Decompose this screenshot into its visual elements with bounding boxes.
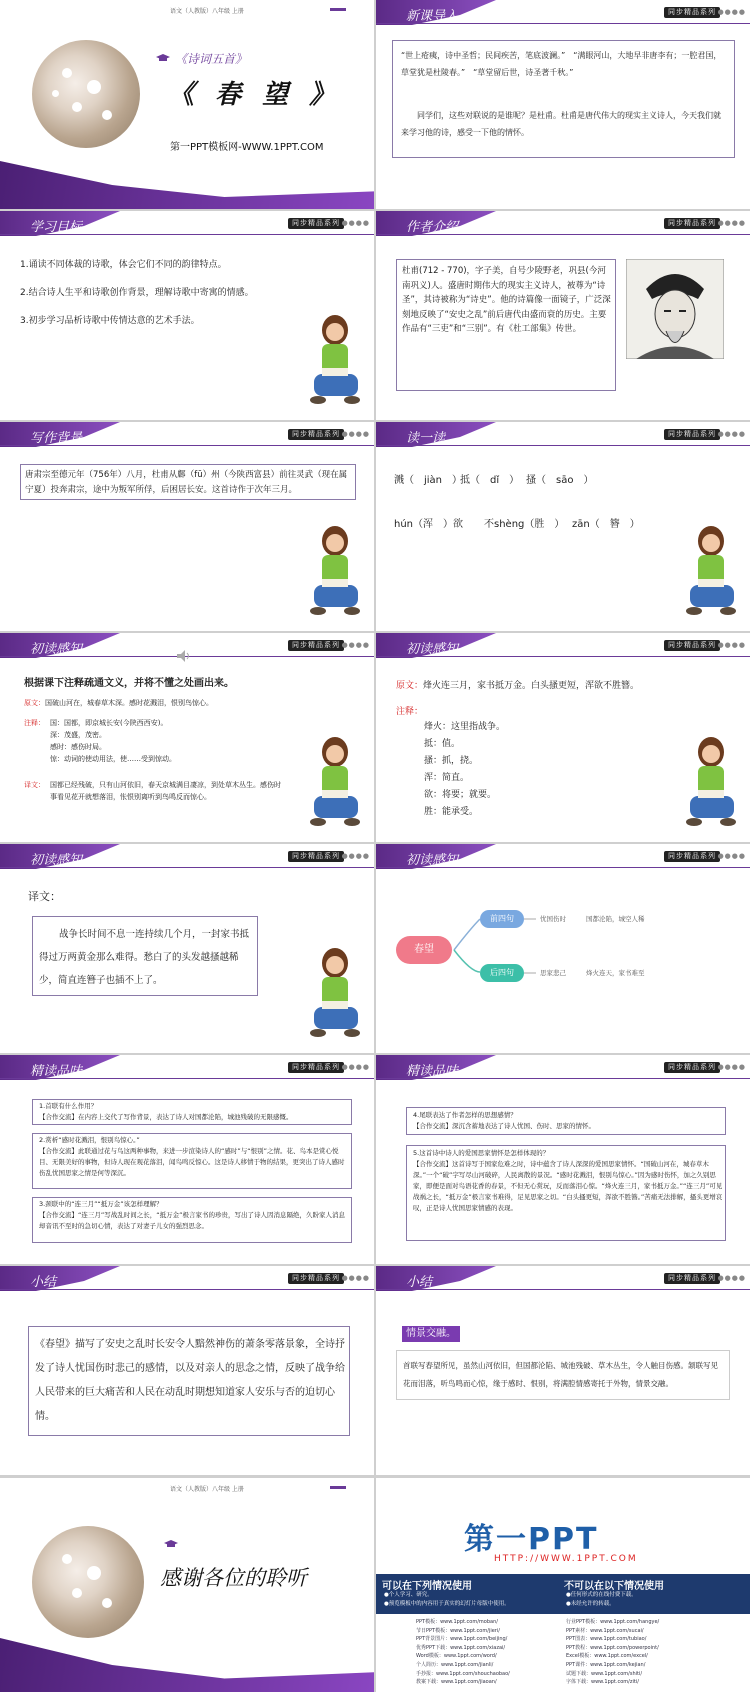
intro-couplets: “世上疮痍，诗中圣哲；民间疾苦，笔底波澜。” “满眼河山，大地早非唐李有；一腔君国，草堂犹是杜陵春。” “草堂留后世，诗圣著千秋。” [401,51,722,77]
slide-title: 新课导入 [406,9,459,24]
nav-dots: ●●●● [717,852,746,860]
nav-dots: ●●●● [341,641,370,649]
label-notes: 注释： [24,719,45,727]
resource-link[interactable]: PPT模板：www.1ppt.com/moban/ [416,1619,498,1625]
slide-cover[interactable] [0,0,374,209]
qa-box-4 [406,1107,726,1135]
slide-title: 作者介绍 [406,220,459,235]
pinyin-item: 搔（ sāo ） [526,475,594,486]
series-badge: 同步精品系列 [664,1062,720,1073]
resource-link[interactable]: 行业PPT模板：www.1ppt.com/hangye/ [566,1619,660,1625]
graduation-cap-icon [156,54,170,62]
background-text: 唐肃宗至德元年（756年）八月，杜甫从鄜（fū）州（今陕西富县）前往灵武（现在属宁夏）投奔肃宗，途中为叛军所俘，后困居长安。这首诗作于次年三月。 [25,470,348,495]
reading-girl-illustration [680,734,742,834]
label-translation: 译文： [28,890,61,903]
slide-reading-1[interactable] [0,633,374,842]
header-course: 语文（人教版）八年级 上册 [170,1486,244,1493]
original-text: 国破山河在，城春草木深。感时花溅泪，恨别鸟惊心。 [45,699,213,707]
label-notes: 注释： [396,707,424,717]
answer-4: 【合作交流】深沉含蓄地表达了诗人忧国、伤时、思家的情怀。 [413,1122,595,1130]
author-box [396,259,616,391]
mindmap-center: 春望 [396,936,452,964]
slide-intro[interactable] [376,0,750,209]
note-item: 欲：将要；就要。 [424,790,497,800]
nav-dots: ●●●● [717,8,746,16]
slide-title: 精读品味 [30,1064,83,1079]
question-1: 1.首联有什么作用？ [39,1102,98,1110]
left-link-list [416,1618,510,1687]
reading-girl-illustration [304,945,366,1045]
slide-analysis-1[interactable] [0,1055,374,1264]
slide-structure[interactable] [376,844,750,1053]
can-list [384,1591,510,1609]
translation-box [32,916,258,996]
label-translation: 译文： [24,781,45,789]
resource-link[interactable]: Word模板：www.1ppt.com/word/ [416,1653,497,1660]
summary-box [28,1326,350,1436]
brand-logo [464,1514,598,1558]
qa-box-5 [406,1145,726,1241]
answer-5: 【合作交流】这首诗写于国家危难之时，诗中蕴含了诗人深深的爱国思家情怀。“国破山河在，城春草木深。”一个“破”字写尽山河破碎，人民离散的景况。“感时花溅泪，恨别鸟惊心。”因为感时伤怀，加之久别思家，即便是面对鸟语花香的春景，不但无心赏玩，反而落泪心惊。“烽火连三月，家书抵万金。”“连三月”可见战祸之长，“抵万金”极言家书难得，足见思家之切。“白头搔更短，浑欲不胜簪。”苦痛无法排解，搔头更增哀叹，正是诗人忧国思家情感的表现。 [413,1160,723,1212]
slide-title: 读一读 [406,431,446,446]
series-badge: 同步精品系列 [664,218,720,229]
reading-girl-illustration [304,734,366,834]
translation-block [24,779,286,803]
brand-url: HTTP://WWW.1PPT.COM [494,1554,638,1564]
can-item: ●预览模板中的内容用于真实的幻灯片母版中使用。 [384,1601,510,1607]
mindmap-branch-2: 后四句 [480,964,524,982]
intro-box [392,40,735,158]
header-accent-bar [330,8,346,11]
poem-original [396,679,639,693]
series-badge: 同步精品系列 [288,640,344,651]
note-item: 搔：抓，挠。 [424,756,479,766]
summary-text: 首联写春望所见，虽然山河依旧，但国都沦陷、城池残破、草木丛生，令人触目伤感。颔联写见花而泪落，听鸟鸣而心惊，缘于感时、恨别，将满腔情感寄托于外物，情景交融。 [403,1361,718,1388]
thanks-title: 感谢各位的聆听 [160,1566,307,1590]
tag-scene-emotion: 情景交融。 [402,1326,460,1342]
summary-box [396,1350,730,1400]
label-original: 原文： [24,699,45,707]
nav-dots: ●●●● [717,1063,746,1071]
background-box [20,464,356,500]
pinyin-item: 溅（ jiàn ） [394,475,463,486]
nav-dots: ●●●● [341,852,370,860]
series-badge: 同步精品系列 [288,218,344,229]
speaker-icon[interactable] [176,649,192,663]
slide-translation[interactable] [0,844,374,1053]
slide-summary-1[interactable] [0,1266,374,1475]
slide-author[interactable] [376,211,750,420]
qa-box-2 [32,1133,352,1189]
slide-title: 学习目标 [30,220,83,235]
series-badge: 同步精品系列 [288,1062,344,1073]
slide-title: 写作背景 [30,431,83,446]
branch-2-detail: 烽火连天，家书难至 [586,969,645,977]
cover-site: 第一PPT模板网-WWW.1PPT.COM [170,142,324,153]
slide-title: 初读感知 [406,853,459,868]
resource-link[interactable]: PPT素材：www.1ppt.com/sucai/ [566,1627,644,1634]
pinyin-item: zān（ 簪 ） [572,519,640,530]
qa-box-3 [32,1197,352,1243]
slide-summary-2[interactable] [376,1266,750,1475]
question-4: 4.尾联表达了作者怎样的思想感情？ [413,1111,517,1119]
header-accent-bar [330,1486,346,1489]
note-item: 惊：动词的使动用法，使……受到惊动。 [50,755,176,763]
note-item: 深：茂盛，茂密。 [50,731,106,739]
goal-item: 3.初步学习品析诗歌中传情达意的艺术手法。 [20,316,200,326]
slide-usage[interactable] [376,1478,750,1692]
cannot-item: ●未经允许的转载。 [566,1601,615,1607]
goals-list [20,251,320,335]
note-item: 胜：能承受。 [424,807,479,817]
branch-1-theme: 忧国伤时 [540,915,566,923]
blossom-photo [32,40,140,148]
question-3: 3.颈联中的“连三月”“抵万金”该怎样理解？ [39,1200,163,1208]
note-item: 抵：值。 [424,739,461,749]
slide-goals[interactable] [0,211,374,420]
resource-link[interactable]: 个人简历：www.1ppt.com/jianli/ [416,1661,494,1668]
nav-dots: ●●●● [341,219,370,227]
notes-block [24,717,274,765]
slide-analysis-2[interactable] [376,1055,750,1264]
cannot-title: 不可以在以下情况使用 [564,1581,664,1592]
branch-1-detail: 国都沦陷，城空人稀 [586,915,645,923]
qa-box-1 [32,1099,352,1125]
cannot-item: ●任何形式的在线付费下载。 [566,1592,637,1598]
resource-link[interactable]: 节日PPT模板：www.1ppt.com/jieri/ [416,1627,500,1634]
poem-original [24,697,213,709]
can-item: ●个人学习、研究。 [384,1592,433,1598]
right-link-list [566,1618,659,1687]
original-text: 烽火连三月，家书抵万金。白头搔更短，浑欲不胜簪。 [423,681,640,691]
slide-background[interactable] [0,422,374,631]
author-text: 杜甫(712 - 770)，字子美，自号少陵野老，巩县(今河南巩义)人。盛唐时期伟大的现实主义诗人，被尊为“诗圣”，其诗被称为“诗史”。他的诗篇像一面镜子，广泛深刻地反映了“安史之乱”前后唐代由盛而衰的历史。主要作品有“三吏”和“三别”。有《杜工部集》传世。 [402,266,611,334]
cover-title: 《 春 望 》 [168,80,342,110]
answer-2: 【合作交流】此联通过花与鸟这两种事物，来进一步渲染诗人的“感时”与“恨别”之情。花、鸟本是赏心悦目、无限美好的事物，但诗人现在观花落泪，闻鸟鸣反惊心。这是诗人移情于物的结果，更突出了诗人感时伤乱忧国思家之情是何等深沉。 [39,1147,345,1177]
note-item: 烽火：这里指战争。 [424,722,506,732]
translation-text: 国都已经残破，只有山河依旧，春天京城满目凄凉，到处草木丛生。感伤时事看见花开就想落泪，怅恨别离听到鸟鸣反而惊心。 [50,781,281,801]
slide-title: 精读品味 [406,1064,459,1079]
note-item: 浑：简直。 [424,773,470,783]
slide-thanks[interactable] [0,1478,374,1692]
resource-link[interactable]: PPT背景图片：www.1ppt.com/beijing/ [416,1636,508,1643]
question-2: 2.赏析“感时花溅泪，恨别鸟惊心。” [39,1136,140,1144]
slide-title: 初读感知 [30,642,83,657]
resource-link[interactable]: PPT图表：www.1ppt.com/tubiao/ [566,1636,647,1643]
intro-paragraph: 同学们，这些对联说的是谁呢？是杜甫。杜甫是唐代伟大的现实主义诗人，今天我们就来学习他的诗，感受一下他的情怀。 [401,111,721,137]
nav-dots: ●●●● [341,430,370,438]
cover-subtitle: 《诗词五首》 [175,52,248,66]
resource-link[interactable]: PPT课件：www.1ppt.com/kejian/ [566,1661,646,1668]
slide-pronunciation[interactable] [376,422,750,631]
answer-3: 【合作交流】“连三月”写战乱时间之长，“抵万金”极言家书的珍贵，写出了诗人因消息隔绝，久盼家人消息却音讯不至时的急切心情，表达了对妻子儿女的强烈思念。 [39,1211,345,1230]
series-badge: 同步精品系列 [664,851,720,862]
resource-link[interactable]: 教案下载：www.1ppt.com/jiaoan/ [416,1679,497,1686]
note-item: 感时：感伤时局。 [50,743,106,751]
series-badge: 同步精品系列 [664,640,720,651]
question-5: 5.这首诗中诗人的爱国思家情怀是怎样体现的？ [413,1149,550,1157]
series-badge: 同步精品系列 [664,7,720,18]
resource-link[interactable]: 字体下载：www.1ppt.com/ziti/ [566,1679,639,1686]
reading-girl-illustration [304,312,366,412]
slide-title: 初读感知 [406,642,459,657]
graduation-cap-icon [164,1540,178,1548]
resource-link[interactable]: 手抄报：www.1ppt.com/shouchaobao/ [416,1670,510,1677]
reading-girl-illustration [680,523,742,623]
nav-dots: ●●●● [717,430,746,438]
goal-item: 1.诵读不同体裁的诗歌，体会它们不同的韵律特点。 [20,260,227,270]
brand-logo-text: 第一PPT [464,1522,599,1557]
usage-panel [376,1574,750,1692]
pinyin-item: 不shèng（胜 ） [484,519,565,530]
nav-dots: ●●●● [717,641,746,649]
nav-dots: ●●●● [341,1274,370,1282]
slide-reading-2[interactable] [376,633,750,842]
translation-text: 战争长时间不息一连持续几个月，一封家书抵得过万两黄金那么难得。愁白了的头发越搔越稀少，简直连簪子也插不上了。 [39,929,250,986]
summary-text: 《春望》描写了安史之乱时长安令人黯然神伤的萧条零落景象，全诗抒发了诗人忧国伤时悲己的感情，以及对亲人的思念之情，反映了战争给人民带来的巨大痛苦和人民在动乱时期想知道家人安乐与否的迫切心情。 [35,1339,345,1422]
series-badge: 同步精品系列 [288,429,344,440]
slide-title: 小结 [406,1275,433,1290]
nav-dots: ●●●● [717,219,746,227]
series-badge: 同步精品系列 [288,1273,344,1284]
series-badge: 同步精品系列 [288,851,344,862]
header-course: 语文（人教版）八年级 上册 [170,8,244,15]
cannot-list [566,1591,637,1609]
series-badge: 同步精品系列 [664,1273,720,1284]
branch-2-theme: 思家悲己 [540,969,566,977]
can-title: 可以在下列情况使用 [382,1581,472,1592]
nav-dots: ●●●● [717,1274,746,1282]
series-badge: 同步精品系列 [664,429,720,440]
resource-link[interactable]: 优秀PPT下载：www.1ppt.com/xiazai/ [416,1644,506,1651]
resource-link[interactable]: 试题下载：www.1ppt.com/shiti/ [566,1670,643,1677]
label-original: 原文： [396,681,424,691]
resource-link[interactable]: PPT教程：www.1ppt.com/powerpoint/ [566,1644,659,1651]
answer-1: 【合作交流】在内容上交代了写作背景，表达了诗人对国都沦陷，城池残破的无限感慨。 [39,1113,293,1121]
slide-title: 初读感知 [30,853,83,868]
nav-dots: ●●●● [341,1063,370,1071]
pinyin-item: hún（浑 ）欲 [394,519,464,530]
reading-girl-illustration [304,523,366,623]
goal-item: 2.结合诗人生平和诗歌创作背景，理解诗歌中寄寓的情感。 [20,288,254,298]
du-fu-portrait [626,259,724,359]
notes-list [424,719,505,821]
slide-title: 小结 [30,1275,57,1290]
blossom-photo [32,1526,144,1638]
pinyin-item: 抵（ dǐ ） [460,475,520,486]
note-item: 国：国都，即京城长安(今陕西西安)。 [50,719,168,727]
lead-instruction: 根据课下注释疏通文义，并将不懂之处画出来。 [24,678,234,689]
mindmap-branch-1: 前四句 [480,910,524,928]
resource-link[interactable]: Excel模板：www.1ppt.com/excel/ [566,1653,648,1660]
